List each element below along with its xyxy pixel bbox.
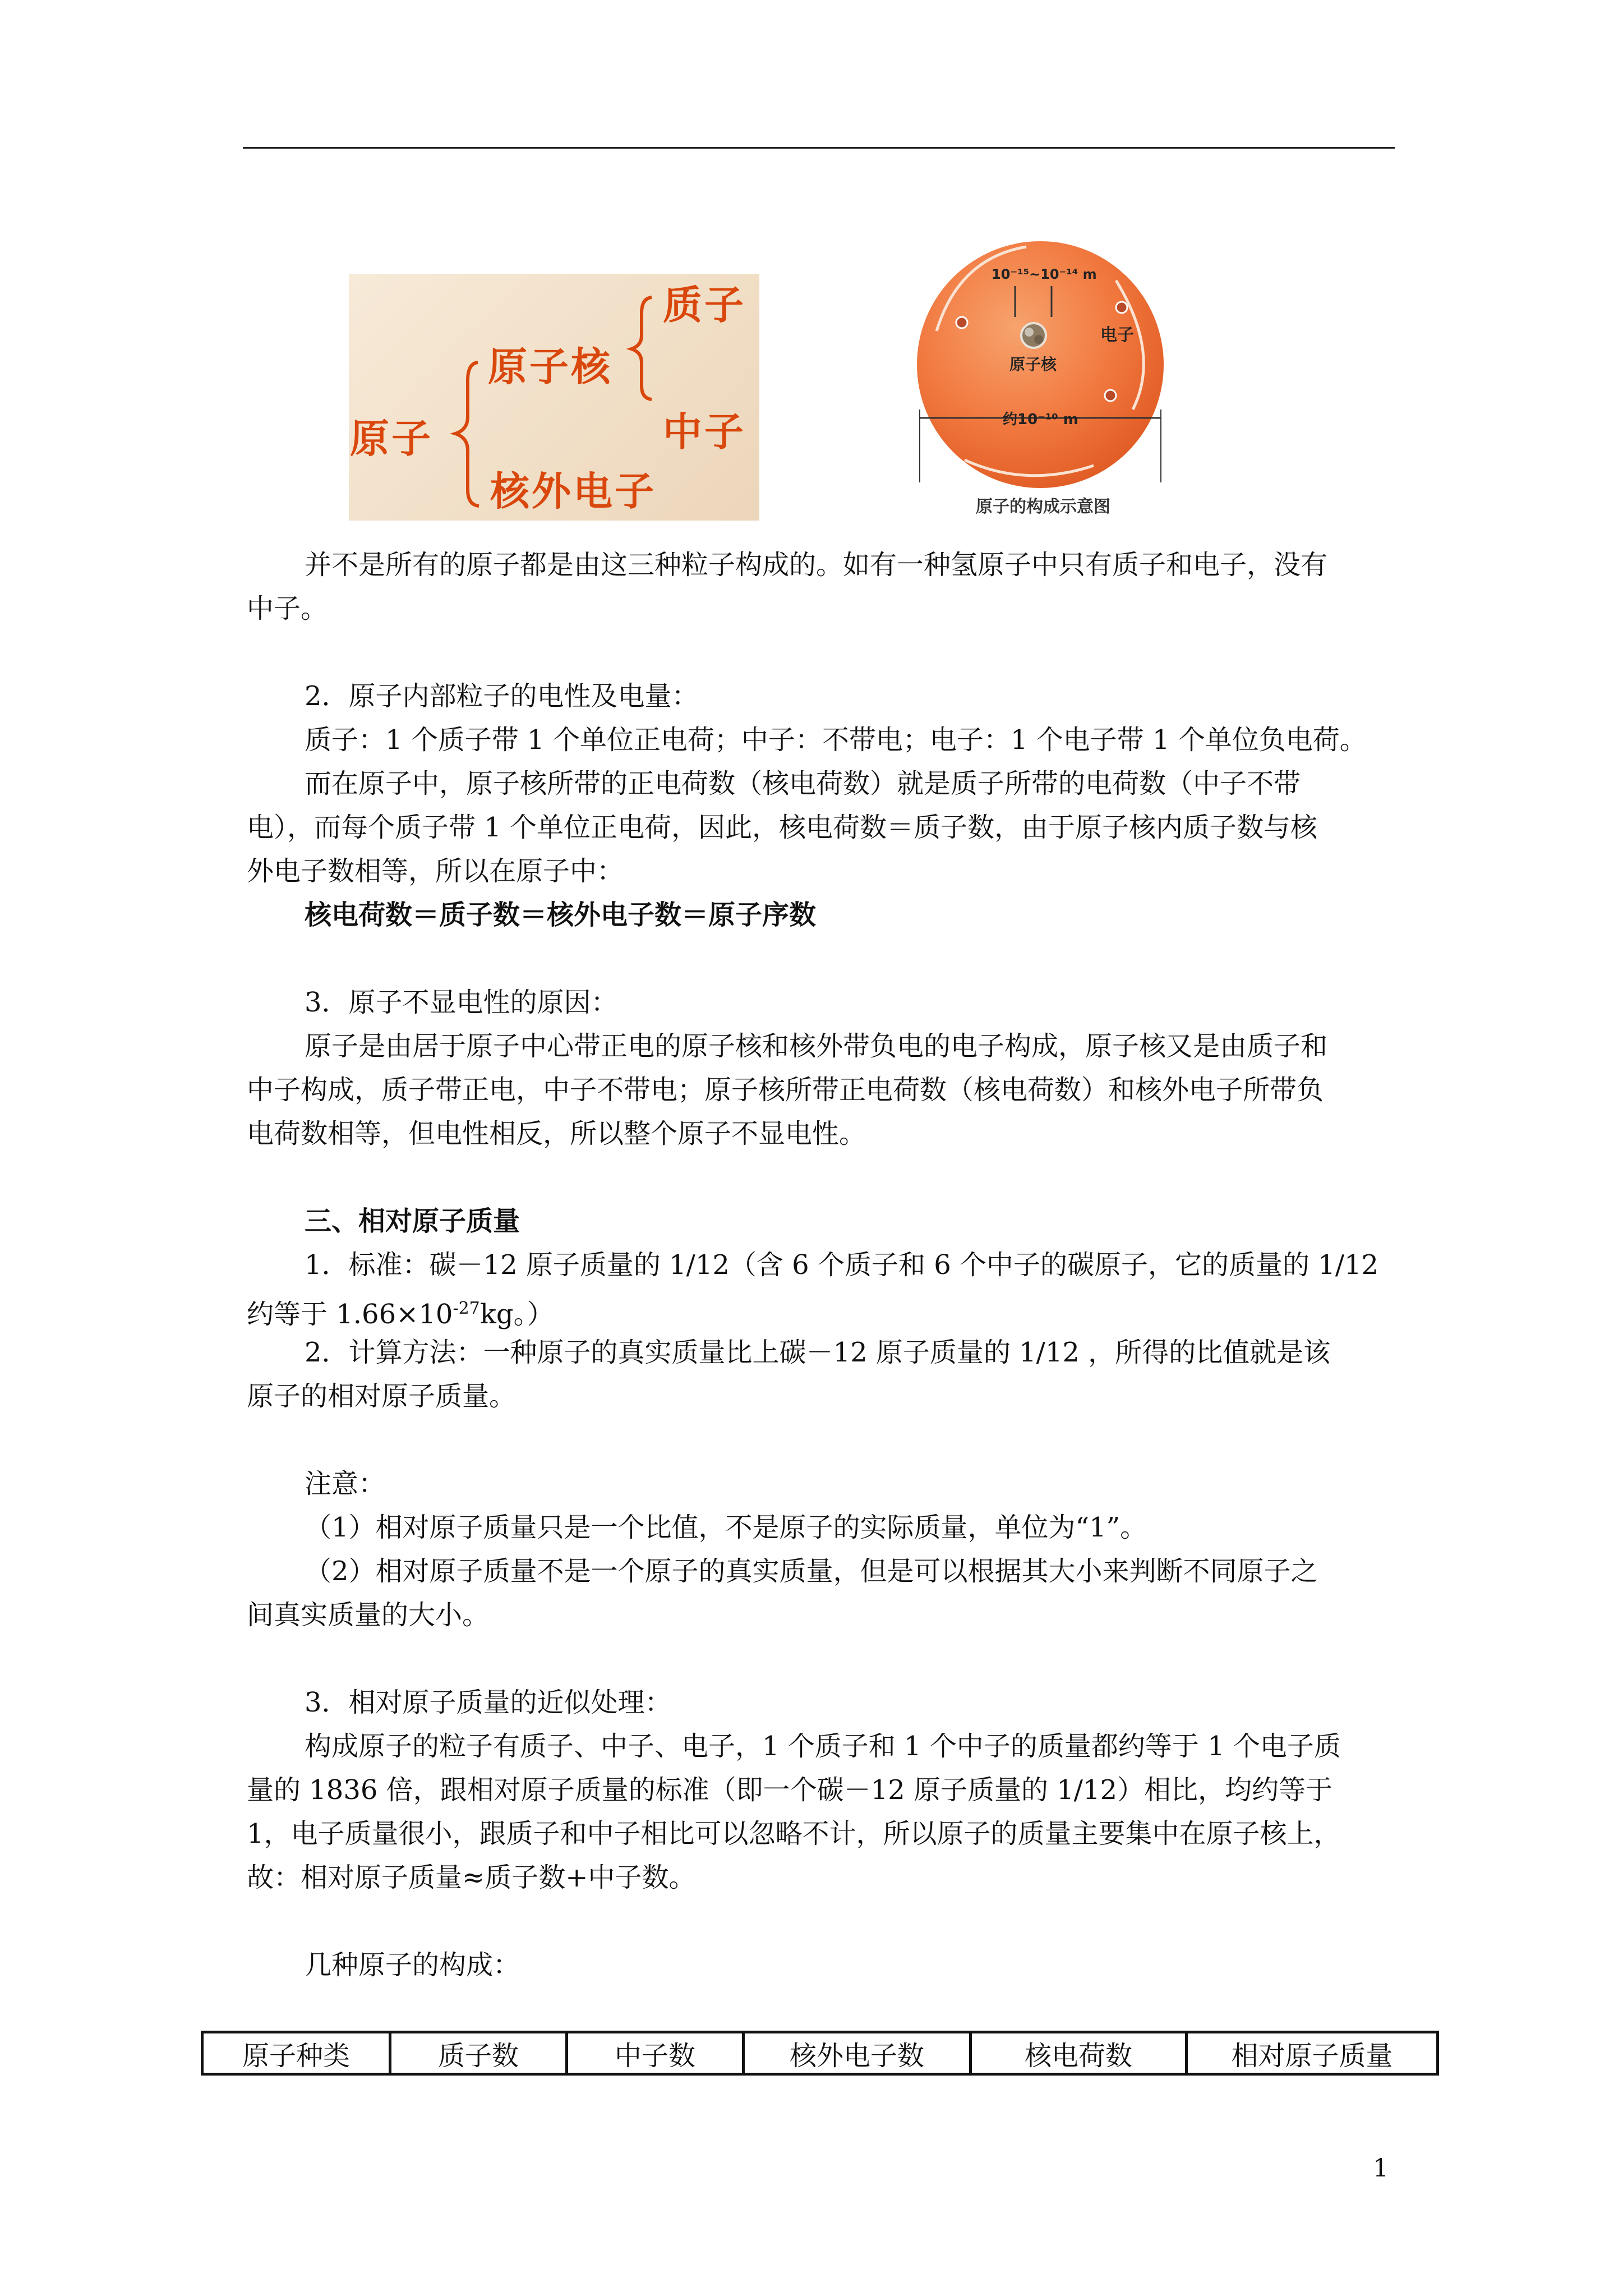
- atom-sphere-figure: [897, 224, 1178, 516]
- atom-size-label: 约10⁻¹⁰ m: [1003, 411, 1078, 428]
- table-header-cell: 核外电子数: [744, 2032, 971, 2074]
- paragraph-line: 中子构成，质子带正电，中子不带电；原子核所带正电荷数（核电荷数）和核外电子所带负: [247, 1074, 1324, 1106]
- label-neutron: 中子: [663, 409, 746, 455]
- label-atom: 原子: [350, 416, 433, 462]
- header-rule: [243, 147, 1395, 149]
- paragraph-line: 构成原子的粒子有质子、中子、电子，1 个质子和 1 个中子的质量都约等于 1 个电子质: [305, 1731, 1341, 1762]
- figure-caption: 原子的构成示意图: [976, 497, 1110, 517]
- exponent: -27: [453, 1299, 480, 1318]
- electron-label: 电子: [1100, 325, 1134, 345]
- table-header-row: [202, 2032, 1438, 2074]
- paragraph-line: 电），而每个质子带 1 个单位正电荷，因此，核电荷数＝质子数，由于原子核内质子数与核: [247, 812, 1318, 843]
- paragraph-line: 原子是由居于原子中心带正电的原子核和核外带负电的电子构成，原子核又是由质子和: [305, 1030, 1328, 1062]
- label-nucleus: 原子核: [488, 344, 612, 390]
- note-item: （1）相对原子质量只是一个比值，不是原子的实际质量，单位为“1”。: [305, 1512, 1147, 1543]
- atom-structure-diagram: [349, 274, 759, 521]
- table-header-cell: 中子数: [567, 2032, 744, 2074]
- table-header-cell: 核电荷数: [971, 2032, 1187, 2074]
- label-electrons: 核外电子: [490, 468, 656, 514]
- nucleus-size-label: 10⁻¹⁵~10⁻¹⁴ m: [992, 266, 1097, 282]
- note-item: 间真实质量的大小。: [247, 1599, 490, 1631]
- std-text-post: kg。）: [479, 1299, 554, 1330]
- section-heading: 3．原子不显电性的原因：: [305, 987, 618, 1018]
- paragraph-line: 质子：1 个质子带 1 个单位正电荷；中子：不带电；电子：1 个电子带 1 个单位负电荷。: [305, 724, 1367, 756]
- nucleus-label: 原子核: [1009, 355, 1057, 374]
- key-formula: 核电荷数＝质子数＝核外电子数＝原子序数: [305, 899, 817, 931]
- paragraph-line: 而在原子中，原子核所带的正电荷数（核电荷数）就是质子所带的电荷数（中子不带: [305, 768, 1301, 799]
- note-heading: 注意：: [305, 1468, 386, 1499]
- paragraph-line: [247, 1287, 554, 1336]
- note-item: （2）相对原子质量不是一个原子的真实质量，但是可以根据其大小来判断不同原子之: [305, 1556, 1318, 1587]
- paragraph-line: 外电子数相等，所以在原子中：: [247, 855, 624, 887]
- std-text-pre: 约等于 1.66×10: [247, 1299, 453, 1330]
- atom-composition-table: [201, 2031, 1439, 2076]
- paragraph-line: 电荷数相等，但电性相反，所以整个原子不显电性。: [247, 1118, 866, 1149]
- paragraph-line: 并不是所有的原子都是由这三种粒子构成的。如有一种氢原子中只有质子和电子，没有: [305, 549, 1328, 581]
- paragraph-line: 2．计算方法：一种原子的真实质量比上碳－12 原子质量的 1/12 ，所得的比值就是该: [305, 1337, 1331, 1368]
- paragraph-line: 1．标准：碳－12 原子质量的 1/12（含 6 个质子和 6 个中子的碳原子，它的质量的 1/12: [305, 1249, 1379, 1281]
- section-heading: 3．相对原子质量的近似处理：: [305, 1687, 672, 1718]
- section-heading: 2．原子内部粒子的电性及电量：: [305, 680, 699, 712]
- table-header-cell: 质子数: [390, 2032, 567, 2074]
- table-header-cell: 相对原子质量: [1187, 2032, 1438, 2074]
- paragraph-line: 1，电子质量很小，跟质子和中子相比可以忽略不计，所以原子的质量主要集中在原子核上，: [247, 1818, 1341, 1849]
- page-number: 1: [1373, 2154, 1389, 2183]
- paragraph-line: 原子的相对原子质量。: [247, 1381, 517, 1412]
- table-header-cell: 原子种类: [202, 2032, 390, 2074]
- label-proton: 质子: [663, 282, 746, 328]
- paragraph-line: 量的 1836 倍，跟相对原子质量的标准（即一个碳－12 原子质量的 1/12）相比，均约等于: [247, 1774, 1333, 1806]
- paragraph-line: 中子。: [247, 593, 328, 624]
- table-intro: 几种原子的构成：: [305, 1949, 520, 1981]
- chapter-heading: 三、相对原子质量: [305, 1205, 520, 1237]
- paragraph-line: 故：相对原子质量≈质子数+中子数。: [247, 1862, 696, 1893]
